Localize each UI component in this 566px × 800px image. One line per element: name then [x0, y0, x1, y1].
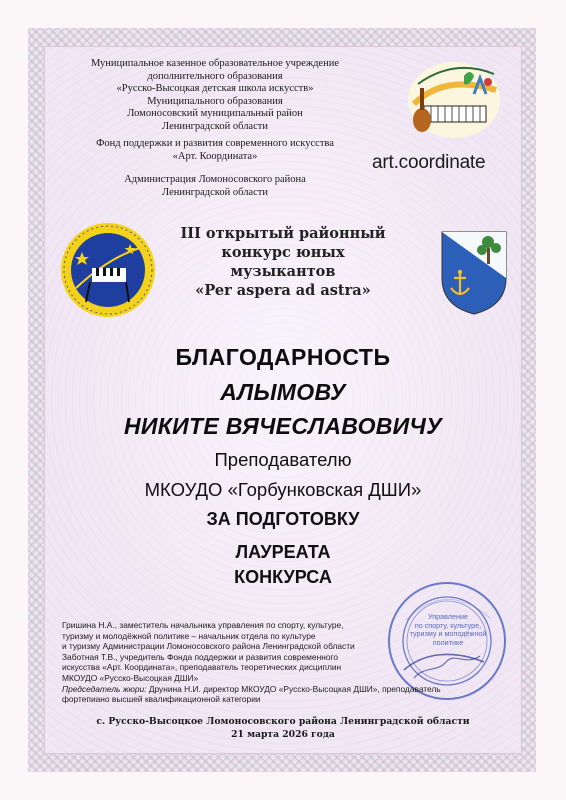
jury-line: искусства «Арт. Координата», преподаватель теоретических дисциплин [62, 662, 342, 673]
fund-block [70, 138, 360, 163]
coat-of-arms [438, 228, 510, 316]
jury-chair-line [62, 684, 507, 695]
contest-title-line: «Per aspera ad astra» [195, 282, 371, 299]
recipient-surname: АЛЫМОВУ [220, 379, 346, 405]
organizer-block [70, 58, 360, 133]
jury-line: туризму и молодёжной политике – начальник отдела по культуре [62, 630, 316, 641]
stamp-line: политике [432, 637, 464, 647]
award-reason-line2: ЛАУРЕАТА [235, 542, 331, 562]
award-reason-line1: ЗА ПОДГОТОВКУ [206, 509, 360, 529]
fund-line: «Арт. Координата» [172, 150, 258, 162]
award-reason-line3: КОНКУРСА [234, 567, 332, 587]
jury-line: Заботная Т.В., учредитель Фонда поддержки и развития современного [62, 651, 339, 662]
contest-title [160, 224, 406, 300]
contest-title-line: III открытый районный [180, 225, 386, 242]
organizer-line: дополнительного образования [147, 70, 283, 82]
contest-title-line: конкурс юных [221, 244, 345, 261]
footer-date: 21 марта 2026 года [231, 729, 335, 740]
administration-line: Ленинградской области [162, 186, 268, 198]
contest-emblem [60, 222, 156, 318]
organizer-line: Ленинградской области [162, 120, 268, 132]
administration-block [70, 174, 360, 199]
stamp-line: по спорту, культуре, [414, 620, 482, 630]
jury-line: фортепиано высшей квалификационной категории [62, 694, 261, 705]
organizer-line: Муниципальное казенное образовательное учреждение [90, 58, 339, 69]
organizer-line: «Русско-Высоцкая детская школа искусств» [116, 83, 314, 94]
art-coordinate-logo: art.coordinate [372, 152, 486, 173]
award-title: БЛАГОДАРНОСТЬ [175, 344, 391, 370]
stamp-line: туризму и молодёжной [409, 629, 487, 639]
stamp-line: Управление [428, 612, 468, 621]
recipient-role: Преподавателю [214, 449, 352, 470]
jury-chair-text: Друнина Н.И. директор МКОУДО «Русско-Высоцкая ДШИ», преподаватель [148, 683, 441, 694]
footer-place: с. Русско-Высоцкое Ломоносовского района Ленинградской области [96, 716, 470, 727]
organizer-line: Ломоносовский муниципальный район [127, 108, 303, 119]
recipient-school: МКОУДО «Горбунковская ДШИ» [144, 479, 422, 500]
school-of-arts-logo [404, 54, 506, 142]
jury-line: и туризму Администрации Ломоносовского района Ленинградской области [62, 641, 355, 652]
recipient-given-name: НИКИТЕ ВЯЧЕСЛАВОВИЧУ [123, 413, 442, 439]
jury-line: МКОУДО «Русско-Высоцкая ДШИ» [62, 672, 199, 683]
jury-list [62, 620, 507, 705]
fund-line: Фонд поддержки и развития современного искусства [96, 138, 334, 149]
administration-line: Администрация Ломоносовского района [124, 174, 306, 185]
jury-chair-label: Председатель жюри: [62, 683, 147, 694]
contest-title-line: музыкантов [230, 263, 336, 280]
jury-line: Гришина Н.А., заместитель начальника управления по спорту, культуре, [62, 620, 344, 630]
organizer-line: Муниципального образования [147, 95, 283, 107]
